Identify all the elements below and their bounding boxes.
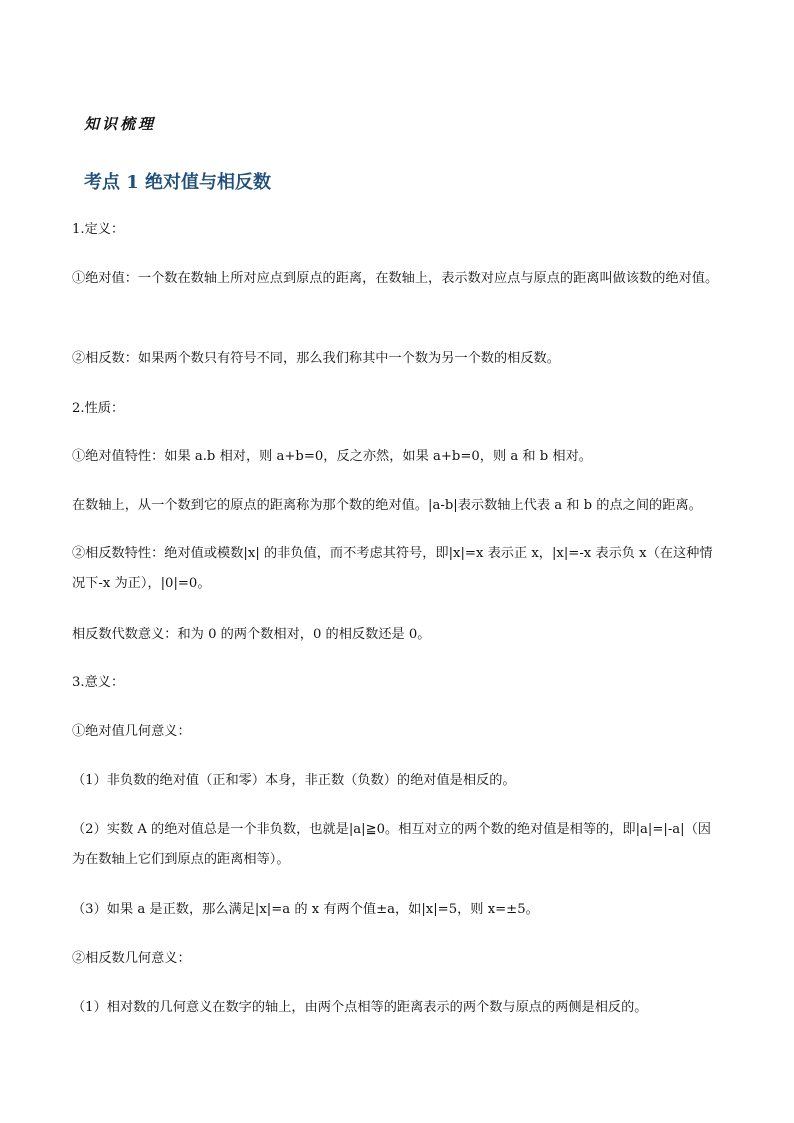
topic-heading: 考点 1 绝对值与相反数 xyxy=(84,172,272,193)
paragraph-opposite-geometric-1: （1）相对数的几何意义在数字的轴上，由两个点相等的距离表示的两个数与原点的两侧是相反的。 xyxy=(72,1000,648,1015)
paragraph-absolute-value-property: ①绝对值特性：如果 a.b 相对，则 a+b=0，反之亦然，如果 a+b=0，则 a 和 b 相对。 xyxy=(72,449,592,464)
paragraph-absolute-geometric-1: （1）非负数的绝对值（正和零）本身，非正数（负数）的绝对值是相反的。 xyxy=(72,773,516,788)
paragraph-meaning-title: 3.意义： xyxy=(72,675,125,690)
paragraph-absolute-geometric-title: ①绝对值几何意义： xyxy=(72,724,191,739)
paragraph-properties-title: 2.性质： xyxy=(72,401,125,416)
paragraph-absolute-geometric-3: （3）如果 a 是正数，那么满足|x|=a 的 x 有两个值±a，如|x|=5，则 x=±5。 xyxy=(72,902,539,917)
paragraph-definition-title: 1.定义： xyxy=(72,222,125,237)
paragraph-opposite-geometric-title: ②相反数几何意义： xyxy=(72,951,191,966)
paragraph-opposite-number-definition: ②相反数：如果两个数只有符号不同，那么我们称其中一个数为另一个数的相反数。 xyxy=(72,351,560,366)
paragraph-opposite-number-property: ②相反数特性：绝对值或模数|x| 的非负值，而不考虑其符号，即|x|=x 表示正 x，|x|=-x 表示负 x（在这种情况下-x 为正），|0|=0。 xyxy=(72,546,713,591)
paragraph-distance-on-axis: 在数轴上，从一个数到它的原点的距离称为那个数的绝对值。|a-b|表示数轴上代表 a 和 b 的点之间的距离。 xyxy=(72,498,702,513)
paragraph-opposite-algebraic-meaning: 相反数代数意义：和为 0 的两个数相对，0 的相反数还是 0。 xyxy=(72,627,431,642)
paragraph-absolute-value-definition: ①绝对值：一个数在数轴上所对应点到原点的距离，在数轴上，表示数对应点与原点的距离叫做该数的绝对值。 xyxy=(72,271,719,286)
section-banner: 知识梳理 xyxy=(84,115,157,133)
paragraph-absolute-geometric-2: （2）实数 A 的绝对值总是一个非负数，也就是|a|≧0。相互对立的两个数的绝对值是相等的，即|a|=|-a|（因为在数轴上它们到原点的距离相等）。 xyxy=(72,822,711,867)
